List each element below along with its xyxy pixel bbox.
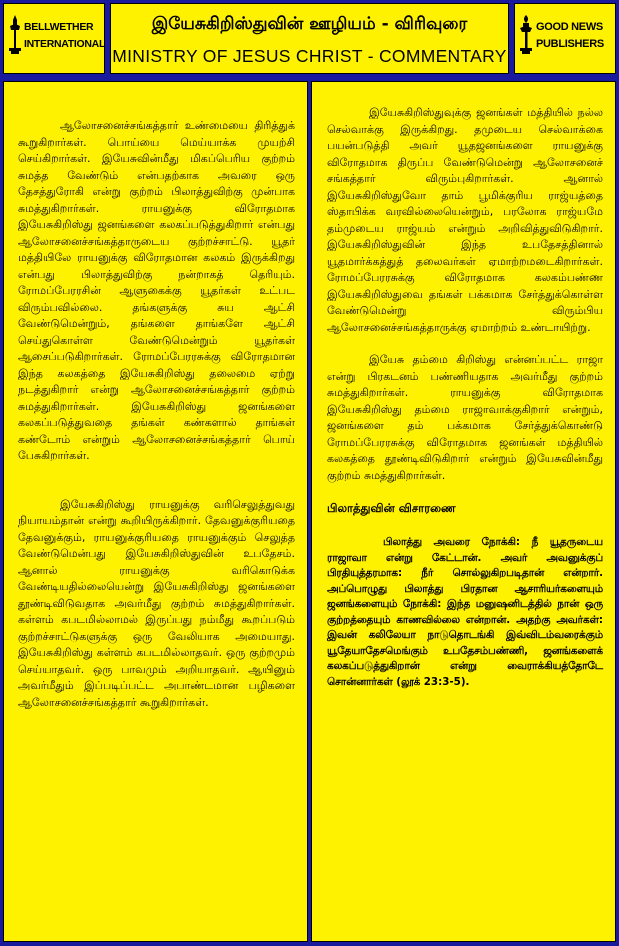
left-paragraph-1: ஆலோசனைச்சங்கத்தார் உண்மையை திரித்துக் கூறுகிறார்கள். பொய்யை மெய்யாக்க முயற்சி செய்கிறார்கள். இயேசுவின்மீது மிகப்பெரிய குற்றம் சுமத்த வேண்டும் என்பதற்காக அவரை ஒரு தேசத்துரோகி என்று குற்றம் பிலாத்துவிற்கு முன்பாக சுமத்துகிறார்கள். ராயனுக்கு விரோதமாக இயேசுகிறிஸ்து ஜனங்களை கலகப்படுத்துகிறார் என்பது ஆலோசனைச்சங்கத்தாருடைய குற்றச்சாட்டு. யூதர் மத்தியிலே ராயனுக்கு விரோதமான கலகம் இருக்கிறது என்பது பிலாத்துவிற்கு நன்றாகத் தெரியும். ரோமப்பேரரசின் ஆளுகைக்கு யூதர்கள் உட்பட விரும்பவில்லை. தங்களுக்கு சுய ஆட்சி வேண்டுமென்றும், தங்களை தாங்களே ஆட்சி செய்துகொள்ள வேண்டுமென்றும் யூதர்கள் ஆசைப்படுகிறார்கள். ரோமப்பேரரசுக்கு விரோதமான இந்த கலகத்தை இயேசுகிறிஸ்து தலைமை ஏற்று நடத்துகிறார் என்று ஆலோசனைச்சங்கத்தார் குற்றம் சுமத்துகிறார்கள். இயேசுகிறிஸ்து ஜனங்களை கலகப்படுத்துவதை தங்கள் கண்களால் தாங்கள் கண்டோம் என்றும் ஆலோசனைச்சங்கத்தார் பொய் பேசுகிறார்கள்.: [18, 119, 295, 462]
page-title-tamil: இயேசுகிறிஸ்துவின் ஊழியம் - விரிவுரை: [151, 14, 468, 34]
right-paragraph-1: இயேசுகிறிஸ்துவுக்கு ஜனங்கள் மத்தியில் நல்ல செல்வாக்கு இருக்கிறது. தமுடைய செல்வாக்கை பயன்படுத்தி அவர் யூதஜனங்களை ராயனுக்கு விரோதமாக திருப்ப வேண்டுமென்று ஆலோசனைச் சங்கத்தார் விரும்புகிறார்கள். ஆனால் இயேசுகிறிஸ்துவோ தாம் பூமிக்குரிய ராஜ்யத்தை ஸ்தாபிக்க வரவில்லையென்றும், பரலோக ராஜ்யமே தம்முடைய ராஜ்யம் என்றும் அறிவித்துவிடுகிறார். இயேசுகிறிஸ்துவின் இந்த உபதேசத்தினால் யூதமார்க்கத்துத் தலைவர்கள் ஏமாற்றமடைகிறார்கள். ரோமப்பேரரசுக்கு விரோதமாக கலகம்பண்ண இயேசுகிறிஸ்துவை தங்கள் பக்கமாக சேர்த்துக்கொள்ள வேண்டுமென்று விரும்பிய ஆலோசனைச்சங்கத்தாருக்கு ஏமாற்றம் உண்டாயிற்று.: [327, 106, 603, 334]
logo-right-line2: PUBLISHERS: [536, 38, 604, 50]
right-column: [311, 81, 616, 942]
lamp-icon: [519, 14, 534, 56]
scripture-quote: பிலாத்து அவரை நோக்கி: நீ யூதருடைய ராஜாவா என்று கேட்டான். அவர் அவனுக்குப் பிரதியுத்தரமாக: நீர் சொல்லுகிறபடிதான் என்றார். அப்பொழுது பிலாத்து பிரதான ஆசாரியர்களையும் ஜனங்களையும் நோக்கி: இந்த மனுஷனிடத்தில் நான் ஒரு குற்றத்தையும் காணவில்லை என்றான். அதற்கு அவர்கள்: இவன் கலிலேயா நாடுதொடங்கி இவ்விடம்வரைக்கும் யூதேயாதேசமெங்கும் உபதேசம்பண்ணி, ஜனங்களைக் கலகப்படுத்துகிறான் என்று வைராக்கியத்தோடே சொன்னார்கள் (லூக் 23:3-5).: [327, 536, 603, 688]
content-frame: [0, 77, 619, 946]
page-header: [0, 0, 619, 77]
bellwether-logo: [3, 3, 105, 74]
paragraph-gap: [18, 481, 295, 497]
logo-left-line2: INTERNATIONAL: [24, 38, 106, 50]
good-news-logo: [514, 3, 616, 74]
logo-left-line1: BELLWETHER: [24, 21, 94, 33]
right-paragraph-2: இயேசு தம்மை கிறிஸ்து என்னப்பட்ட ராஜா என்று பிரகடனம் பண்ணியதாக அவர்மீது குற்றம் சுமத்துகிறார்கள். ராயனுக்கு விரோதமாக இயேசுகிறிஸ்து தம்மை ராஜாவாக்குகிறார் என்றும், ஜனங்களை தம் பக்கமாக சேர்த்துக்கொண்டு ரோமப்பேரரசுக்கு விரோதமாக ஜனங்கள் மத்தியில் கலகத்தை தூண்டிவிடுகிறார் என்றும் இயேசுவின்மீது குற்றம் சுமத்துகிறார்கள்.: [327, 353, 603, 482]
paragraph-gap: [327, 89, 603, 105]
logo-left-text: [24, 19, 105, 53]
paragraph-gap: [18, 465, 295, 481]
left-paragraph-2: இயேசுகிறிஸ்து ராயனுக்கு வரிசெலுத்துவது நியாயம்தான் என்று கூறியிருக்கிறார். தேவனுக்குரியதை தேவனுக்கும், ராயனுக்குரியதை ராயனுக்கும் செலுத்த வேண்டுமென்பது இயேசுகிறிஸ்துவின் உபதேசம். ஆனால் ராயனுக்கு வரிகொடுக்க வேண்டியதில்லையென்று இயேசுகிறிஸ்து ஜனங்களை தூண்டிவிடுவதாக அவர்மீது குற்றம் சுமத்துகிறார்கள். கள்ளம் கபடமில்லாமல் இருப்பது நம்மீது கூறப்படும் குற்றச்சாட்டுகளுக்கு ஒரு வேலியாக அமையாது. இயேசுகிறிஸ்து கள்ளம் கபடமில்லாதவர். ஒரு குற்றமும் செய்யாதவர். ஒரு பாவமும் அறியாதவர். ஆயினும் அவர்மீதும் இப்படிப்பட்ட அபாண்டமான பழிகளை ஆலோசனைச்சங்கத்தார் கூறுகிறார்கள்.: [18, 497, 295, 709]
paragraph-gap: [327, 336, 603, 352]
logo-right-text: [536, 19, 604, 53]
logo-right-line1: GOOD NEWS: [536, 21, 603, 33]
left-column: [3, 81, 308, 942]
page-title-english: MINISTRY OF JESUS CHRIST - COMMENTARY: [112, 46, 507, 66]
section-heading: பிலாத்துவின் விசாரணை: [327, 501, 456, 515]
lamp-icon: [8, 14, 22, 56]
title-box: [110, 3, 509, 74]
